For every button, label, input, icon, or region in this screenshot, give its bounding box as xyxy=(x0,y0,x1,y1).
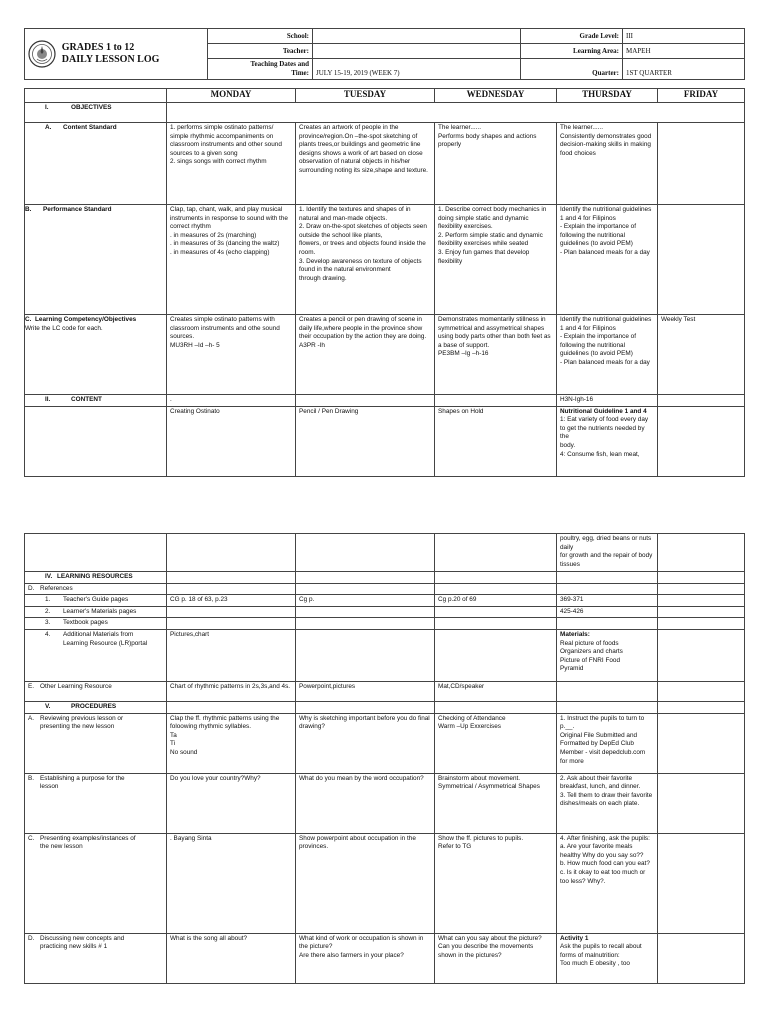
teacher-value[interactable] xyxy=(313,44,521,59)
log-title-line2: DAILY LESSON LOG xyxy=(61,54,160,65)
discuss-thu-title: Activity 1 xyxy=(560,934,589,942)
competency-mon: Creates simple ostinato patterns with classroom instruments and othe sound sources. MU3RH –Id –h- 5 xyxy=(167,315,296,395)
objectives-label: OBJECTIVES xyxy=(71,104,112,111)
examples-label-2: the new lesson xyxy=(40,843,83,851)
purpose-thu: 2. Ask about their favorite breakfast, lunch, and dinner. 3. Tell them to draw their favorite dishes/meals on each plate. xyxy=(557,773,658,833)
review-tue: Why is sketching important before you do final drawing? xyxy=(296,713,435,773)
discuss-wed: What can you say about the picture? Can you describe the movements shown in the pictures? xyxy=(435,933,557,983)
purpose-tue: What do you mean by the word occupation? xyxy=(296,773,435,833)
content-standard-heading xyxy=(25,123,167,205)
teachers-guide-mon: CG p. 18 of 63, p.23 xyxy=(167,595,296,607)
grade-level-value[interactable]: III xyxy=(623,29,745,44)
examples-label-1: Presenting examples/instances of xyxy=(40,834,136,842)
content-thu-title: Nutritional Guideline 1 and 4 xyxy=(560,407,647,415)
content-label: CONTENT xyxy=(71,396,102,403)
teachers-guide-label: Teacher's Guide pages xyxy=(63,596,129,604)
learners-materials-label: Learner's Materials pages xyxy=(63,607,137,615)
textbook-num: 3. xyxy=(45,619,51,627)
content-wed-top xyxy=(435,395,557,407)
additional-materials-mon: Pictures,chart xyxy=(167,629,296,681)
content-fri-top xyxy=(658,395,745,407)
textbook-heading xyxy=(25,618,167,630)
log-title-line1: GRADES 1 to 12 xyxy=(61,42,135,53)
additional-materials-label-2: Learning Resource (LR)portal xyxy=(63,639,148,647)
other-resource-mon: Chart of rhythmic patterns in 2s,3s,and 4s. xyxy=(167,681,296,701)
examples-thu: 4. After finishing, ask the pupils: a. Are your favorite meals healthy Why do you say so?? b. How much food can you eat? c. Is it okay to eat too much or too less? Why?. xyxy=(557,833,658,933)
content-fri xyxy=(658,406,745,476)
textbook-row xyxy=(25,618,745,630)
content-tue: Pencil / Pen Drawing xyxy=(296,406,435,476)
learners-materials-row xyxy=(25,606,745,618)
other-resource-wed: Mat,CD/speaker xyxy=(435,681,557,701)
teachers-guide-wed: Cg p.20 of 69 xyxy=(435,595,557,607)
examples-row xyxy=(25,833,745,933)
references-heading xyxy=(25,583,167,595)
corner-cell xyxy=(25,89,167,103)
teaching-dates-label-1: Teaching Dates and xyxy=(250,60,309,68)
learning-resources-label: LEARNING RESOURCES xyxy=(57,573,133,580)
additional-materials-thu xyxy=(557,629,658,681)
content-row xyxy=(25,406,745,476)
lesson-log-page-1 xyxy=(24,28,744,477)
competency-thu: Identify the nutritional guidelines 1 and 4 for Filipinos - Explain the importance of following the nutritional guidelines (to avoid PEM) - Plan balanced meals for a day xyxy=(557,315,658,395)
header-table xyxy=(24,28,745,80)
review-thu: 1. Instruct the pupils to turn to p.__. Original File Submitted and Formatted by DepEd Club Member - visit depedclub.com for more xyxy=(557,713,658,773)
performance-standard-row xyxy=(25,205,745,315)
performance-standard-fri xyxy=(658,205,745,315)
additional-materials-heading xyxy=(25,629,167,681)
deped-seal-icon xyxy=(28,40,56,68)
procedures-num: V. xyxy=(45,702,51,710)
competency-wed: Demonstrates momentarily stillness in symmetrical and assymetrical shapes using body parts other than both feet as a base of support. PE3BM –Ig –h-16 xyxy=(435,315,557,395)
competency-tue: Creates a pencil or pen drawing of scene in daily life,where people in the province show their occupation by the action they are doing. A3PR -Ih xyxy=(296,315,435,395)
references-label: References xyxy=(40,584,73,592)
purpose-heading xyxy=(25,773,167,833)
procedures-label: PROCEDURES xyxy=(71,702,117,710)
content-continued-row xyxy=(25,534,745,572)
examples-num: C. xyxy=(28,834,35,842)
purpose-label-1: Establishing a purpose for the xyxy=(40,774,125,782)
day-thursday: THURSDAY xyxy=(557,89,658,103)
textbook-label: Textbook pages xyxy=(63,619,108,627)
content-standard-row xyxy=(25,123,745,205)
lesson-table-bottom xyxy=(24,533,745,984)
learning-area-label: Learning Area: xyxy=(521,44,623,59)
purpose-wed: Brainstorm about movement. Symmetrical / Asymmetrical Shapes xyxy=(435,773,557,833)
competency-num: C. xyxy=(25,316,32,323)
school-label: School: xyxy=(208,29,313,44)
references-row xyxy=(25,583,745,595)
day-friday: FRIDAY xyxy=(658,89,745,103)
content-standard-mon: 1. performs simple ostinato patterns/ simple rhythmic accompaniments on classroom instruments and other sound sources to a given song 2. sings songs with correct rhythm xyxy=(167,123,296,205)
performance-standard-label: Performance Standard xyxy=(43,206,112,213)
day-header-row xyxy=(25,89,745,103)
discuss-num: D. xyxy=(28,934,35,942)
purpose-num: B. xyxy=(28,774,35,782)
day-tuesday: TUESDAY xyxy=(296,89,435,103)
cont-thu: poultry, egg, dried beans or nuts daily for growth and the repair of body tissues xyxy=(557,534,658,572)
cont-fri xyxy=(658,534,745,572)
additional-materials-num: 4. xyxy=(45,630,51,638)
objectives-num: I. xyxy=(45,104,49,111)
examples-mon: . Bayang Sinta xyxy=(167,833,296,933)
performance-standard-wed: 1. Describe correct body mechanics in doing simple static and dynamic flexibility exercises. 2. Perform simple static and dynamic flexibility exercises while seated 3. Enjoy fun games that develop flexibility xyxy=(435,205,557,315)
additional-materials-thu-title: Materials: xyxy=(560,630,590,638)
procedures-heading xyxy=(25,701,167,713)
discuss-mon: What is the song all about? xyxy=(167,933,296,983)
discuss-row xyxy=(25,933,745,983)
examples-tue: Show powerpoint about occupation in the provinces. xyxy=(296,833,435,933)
teacher-label: Teacher: xyxy=(208,44,313,59)
other-resource-num: E. xyxy=(28,682,35,690)
teaching-dates-value[interactable]: JULY 15-19, 2019 (WEEK 7) xyxy=(313,59,521,80)
content-standard-thu: The learner...... Consistently demonstrates good decision-making skills in making food choices xyxy=(557,123,658,205)
performance-standard-heading xyxy=(25,205,167,315)
teachers-guide-row xyxy=(25,595,745,607)
competency-label-2: Write the LC code for each. xyxy=(25,324,103,332)
content-standard-label: Content Standard xyxy=(63,124,117,131)
quarter-label: Quarter: xyxy=(521,59,623,80)
content-mon: Creating Ostinato xyxy=(167,406,296,476)
cont-wed xyxy=(435,534,557,572)
performance-standard-thu: Identify the nutritional guidelines 1 and 4 for Filipinos - Explain the importance of following the nutritional guidelines (to avoid PEM) - Plan balanced meals for a day xyxy=(557,205,658,315)
school-value[interactable] xyxy=(313,29,521,44)
teachers-guide-thu: 369-371 xyxy=(557,595,658,607)
additional-materials-thu-text: Real picture of foods Organizers and charts Picture of FNRI Food Pyramid xyxy=(560,639,623,673)
review-label-1: Reviewing previous lesson or xyxy=(40,714,124,722)
learners-materials-heading xyxy=(25,606,167,618)
teachers-guide-heading xyxy=(25,595,167,607)
objectives-row xyxy=(25,103,745,123)
performance-standard-tue: 1. Identify the textures and shapes of in natural and man-made objects. 2. Draw on-the-spot sketches of objects seen outside the school like plants, flowers, or trees and objects found inside the room. 3. Develop awareness on texture of objects found in the natural environment through drawing. xyxy=(296,205,435,315)
additional-materials-row xyxy=(25,629,745,681)
content-standard-num: A. xyxy=(45,124,52,131)
learning-area-value[interactable]: MAPEH xyxy=(623,44,745,59)
logo-cell xyxy=(25,29,208,80)
day-wednesday: WEDNESDAY xyxy=(435,89,557,103)
performance-standard-num: B. xyxy=(25,206,32,213)
discuss-thu xyxy=(557,933,658,983)
content-thu-top: H3N-Igh-16 xyxy=(557,395,658,407)
learners-materials-thu: 425-426 xyxy=(557,606,658,618)
additional-materials-label-1: Additional Materials from xyxy=(63,630,134,638)
discuss-heading xyxy=(25,933,167,983)
competency-label-1: Learning Competency/Objectives xyxy=(35,316,137,323)
review-num: A. xyxy=(28,714,35,722)
purpose-mon: Do you love your country?Why? xyxy=(167,773,296,833)
lesson-table-top xyxy=(24,88,745,477)
learners-materials-num: 2. xyxy=(45,607,51,615)
examples-wed: Show the ff. pictures to pupils. Refer to TG xyxy=(435,833,557,933)
content-heading xyxy=(25,395,167,407)
procedures-row xyxy=(25,701,745,713)
performance-standard-mon: Clap, tap, chant, walk, and play musical instruments in response to sound with the correct rhythm . in measures of 2s (marching) . in measures of 3s (dancing the waltz) . in measures of 4s (echo clapping) xyxy=(167,205,296,315)
review-wed: Checking of Attendance Warm –Up Exxercises xyxy=(435,713,557,773)
competency-fri: Weekly Test xyxy=(658,315,745,395)
learning-resources-num: IV. xyxy=(45,573,53,580)
content-standard-tue: Creates an artwork of people in the province/region.On –the-spot sketching of plants trees,or buildings and geometric line designs shows a work of art based on close observation of natural objects in his/her surrounding noting its size,shape and texture. xyxy=(296,123,435,205)
lesson-log-page-2 xyxy=(24,533,744,984)
objectives-heading xyxy=(25,103,167,123)
review-row xyxy=(25,713,745,773)
content-standard-fri xyxy=(658,123,745,205)
examples-heading xyxy=(25,833,167,933)
competency-heading xyxy=(25,315,167,395)
teaching-dates-label-2: Time: xyxy=(291,69,309,77)
purpose-label-2: lesson xyxy=(40,783,59,791)
review-mon: Clap the ff. rhythmic patterns using the foloowing rhythmic syllables. Ta Ti No sound xyxy=(167,713,296,773)
discuss-tue: What kind of work or occupation is shown in the picture? Are there also farmers in your place? xyxy=(296,933,435,983)
other-resource-label: Other Learning Resource xyxy=(40,682,112,690)
cont-blank xyxy=(25,534,167,572)
discuss-label-1: Discussing new concepts and xyxy=(40,934,125,942)
review-label-2: presenting the new lesson xyxy=(40,723,115,731)
teachers-guide-tue: Cg p. xyxy=(296,595,435,607)
teaching-dates-label xyxy=(208,59,313,80)
content-mon-top: . xyxy=(167,395,296,407)
references-num: D. xyxy=(28,584,35,592)
grade-level-label: Grade Level: xyxy=(521,29,623,44)
learning-resources-heading xyxy=(25,572,167,584)
review-heading xyxy=(25,713,167,773)
content-tue-top xyxy=(296,395,435,407)
content-blank xyxy=(25,406,167,476)
competency-row xyxy=(25,315,745,395)
purpose-row xyxy=(25,773,745,833)
content-thu-text: 1: Eat variety of food every day to get the nutrients needed by the body. 4: Consume fish, lean meat, xyxy=(560,416,649,458)
cont-tue xyxy=(296,534,435,572)
discuss-label-2: practicing new skills # 1 xyxy=(40,943,108,951)
objectives-span-cell xyxy=(167,103,745,123)
other-resource-tue: Powerpoint,pictures xyxy=(296,681,435,701)
quarter-value[interactable]: 1ST QUARTER xyxy=(623,59,745,80)
other-resource-row xyxy=(25,681,745,701)
content-thu xyxy=(557,406,658,476)
learning-resources-row xyxy=(25,572,745,584)
day-monday: MONDAY xyxy=(167,89,296,103)
discuss-thu-text: Ask the pupils to recall about forms of malnutrition: Too much E obesity , too xyxy=(560,943,642,968)
content-wed: Shapes on Hold xyxy=(435,406,557,476)
other-resource-heading xyxy=(25,681,167,701)
content-standard-wed: The learner...... Performs body shapes and actions properly xyxy=(435,123,557,205)
teachers-guide-num: 1. xyxy=(45,596,51,604)
content-heading-row xyxy=(25,395,745,407)
cont-mon xyxy=(167,534,296,572)
content-num: II. xyxy=(45,396,51,403)
